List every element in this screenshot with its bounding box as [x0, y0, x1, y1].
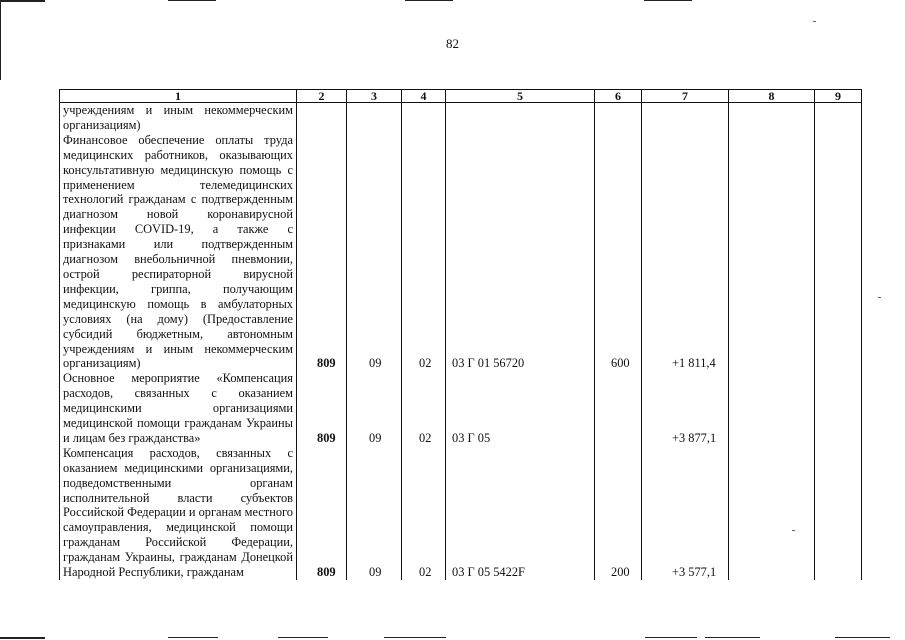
scan-edge-top-3	[644, 0, 692, 1]
row-subsection	[402, 103, 446, 133]
row-description: Основное мероприятие «Компенсация расходов, связанных с оказанием медицинскими организациями медицинской помощи гражданам Украины и лицам без гражданства»	[60, 371, 297, 446]
scan-edge-bottom-4	[645, 637, 697, 638]
row-admin-code: 809	[297, 133, 347, 372]
row-amount	[642, 103, 729, 133]
row-section: 09	[347, 133, 402, 372]
header-col-3: 3	[347, 90, 402, 103]
scan-edge-top-2	[405, 0, 453, 1]
header-col-8: 8	[729, 90, 815, 103]
scan-edge-bottom-2	[278, 637, 328, 638]
row-target-article: 03 Г 01 56720	[446, 133, 595, 372]
header-col-5: 5	[446, 90, 595, 103]
scan-edge-bottom-left	[0, 637, 45, 639]
row-amount: +3 577,1	[642, 446, 729, 580]
scan-edge-bottom-6	[835, 637, 890, 638]
row-target-article: 03 Г 05	[446, 371, 595, 446]
page-number: 82	[446, 36, 459, 51]
row-admin-code	[297, 103, 347, 133]
row-subsection: 02	[402, 133, 446, 372]
header-col-1: 1	[60, 90, 297, 103]
table-row	[60, 103, 862, 133]
row-col-8	[729, 103, 815, 133]
row-section: 09	[347, 371, 402, 446]
table-row	[60, 371, 862, 446]
header-col-6: 6	[595, 90, 642, 103]
header-col-2: 2	[297, 90, 347, 103]
scan-edge-top-left	[0, 0, 45, 2]
row-col-8	[729, 133, 815, 372]
row-subsection: 02	[402, 371, 446, 446]
row-col-9	[815, 446, 862, 580]
table-header-row	[60, 90, 862, 103]
header-col-4: 4	[402, 90, 446, 103]
header-col-9: 9	[815, 90, 862, 103]
row-col-8	[729, 446, 815, 580]
row-expense-type	[595, 103, 642, 133]
scan-speck-1	[813, 21, 816, 22]
row-col-8	[729, 371, 815, 446]
row-expense-type	[595, 371, 642, 446]
row-admin-code: 809	[297, 371, 347, 446]
row-target-article	[446, 103, 595, 133]
row-section	[347, 103, 402, 133]
row-expense-type: 200	[595, 446, 642, 580]
row-section: 09	[347, 446, 402, 580]
row-amount: +3 877,1	[642, 371, 729, 446]
row-description: учреждениям и иным некоммерческим организациям)	[60, 103, 297, 133]
header-col-7: 7	[642, 90, 729, 103]
scan-edge-bottom-5	[705, 637, 760, 638]
row-col-9	[815, 133, 862, 372]
row-description: Финансовое обеспечение оплаты труда медицинских работников, оказывающих консультативную медицинскую помощь с применением телемедицинских технологий гражданам с подтвержденным диагнозом новой коронавирусной инфекции COVID-19, а также с признаками или подтвержденным диагнозом внебольничной пневмонии, острой респираторной вирусной инфекции, гриппа, получающим медицинскую помощь в амбулаторных условиях (на дому) (Предоставление субсидий бюджетным, автономным учреждениям и иным некоммерческим организациям)	[60, 133, 297, 372]
row-subsection: 02	[402, 446, 446, 580]
row-admin-code: 809	[297, 446, 347, 580]
budget-table	[59, 89, 862, 580]
scan-speck-2	[878, 297, 881, 298]
scan-edge-top-1	[168, 0, 216, 1]
row-amount: +1 811,4	[642, 133, 729, 372]
row-target-article: 03 Г 05 5422F	[446, 446, 595, 580]
row-expense-type: 600	[595, 133, 642, 372]
table-row	[60, 133, 862, 372]
scan-edge-bottom-3	[384, 637, 446, 638]
row-col-9	[815, 371, 862, 446]
row-description: Компенсация расходов, связанных с оказанием медицинскими организациями, подведомственными органам исполнительной власти субъектов Российской Федерации и органам местного самоуправления, медицинской помощи гражданам Российской Федерации, гражданам Украины, гражданам Донецкой Народной Республики, гражданам	[60, 446, 297, 580]
scan-edge-bottom-1	[168, 637, 218, 638]
table-row	[60, 446, 862, 580]
row-col-9	[815, 103, 862, 133]
